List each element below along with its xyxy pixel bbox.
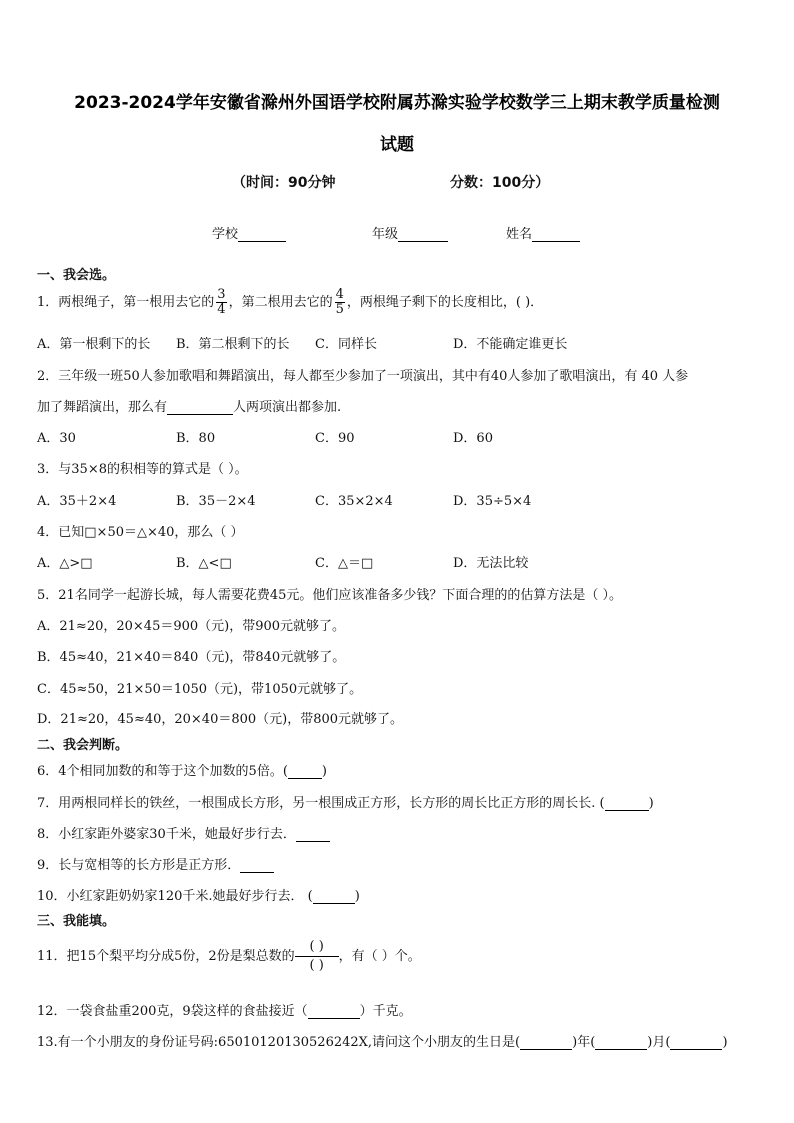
question-10: 10．小红家距奶奶家120千米.她最好步行去． ( ) (37, 889, 360, 904)
question-4: 4．已知□×50＝△×40，那么（ ） (37, 525, 244, 540)
question-9: 9．长与宽相等的长方形是正方形． (37, 854, 274, 873)
question-3: 3．与35×8的积相等的算式是（ ）。 (37, 462, 248, 477)
school-blank[interactable] (238, 227, 286, 242)
grade-label: 年级 (372, 227, 399, 242)
q4-option-b[interactable]: B．△<□ (176, 556, 232, 571)
section-heading-choice: 一、我会选。 (37, 268, 116, 283)
question-1 (37, 288, 543, 317)
question-1-text: 1．两根绳子，第一根用去它的 (37, 295, 215, 310)
q5-option-d[interactable]: D．21≈20，45≈40，20×40＝800（元)，带800元就够了。 (37, 712, 404, 727)
q9-answer-blank[interactable] (240, 859, 274, 873)
q7-answer-blank[interactable] (605, 797, 649, 811)
q5-option-a[interactable]: A．21≈20，20×45＝900（元)，带900元就够了。 (37, 619, 346, 634)
q5-option-b[interactable]: B．45≈40，21×40＝840（元)，带840元就够了。 (37, 650, 346, 665)
question-1-text-mid: ，第二根用去它的 (228, 295, 333, 310)
q8-answer-blank[interactable] (296, 828, 330, 842)
q5-option-c[interactable]: C．45≈50，21×50＝1050（元)，带1050元就够了。 (37, 682, 363, 697)
q1-option-c[interactable]: C．同样长 (315, 337, 377, 352)
q2-option-b[interactable]: B．80 (176, 431, 216, 446)
school-field[interactable] (212, 223, 286, 242)
exam-time: （时间：90分钟 (232, 175, 336, 191)
question-12: 12．一袋食盐重200克，9袋这样的食盐接近（ ）千克。 (37, 1004, 412, 1019)
q2-answer-blank[interactable] (167, 401, 233, 415)
q3-option-d[interactable]: D．35÷5×4 (453, 494, 532, 509)
q3-option-c[interactable]: C．35×2×4 (315, 494, 393, 509)
q4-option-a[interactable]: A．△>□ (37, 556, 93, 571)
question-11: 11．把15个梨平均分成5份，2份是梨总数的 $\frac{( )}{( )}$ ，有（ ）个。 (37, 939, 421, 973)
school-label: 学校 (212, 227, 239, 242)
q4-option-d[interactable]: D．无法比较 (453, 556, 529, 571)
q3-option-a[interactable]: A．35＋2×4 (37, 494, 117, 509)
exam-title: 2023-2024学年安徽省滁州外国语学校附属苏滁实验学校数学三上期末教学质量检测 (74, 93, 720, 113)
q13-year-blank[interactable] (520, 1036, 572, 1050)
q6-answer-blank[interactable] (288, 765, 322, 779)
question-8: 8．小红家距外婆家30千米，她最好步行去． (37, 823, 330, 842)
grade-field[interactable] (372, 223, 448, 242)
name-blank[interactable] (532, 227, 580, 242)
fraction-four-fifths: $\frac{4}{5}$ (335, 287, 344, 317)
q4-option-c[interactable]: C．△＝□ (315, 556, 374, 571)
q2-option-d[interactable]: D．60 (453, 431, 493, 446)
section-heading-fill: 三、我能填。 (37, 914, 116, 929)
question-1-text-end: ，两根绳子剩下的长度相比，( )． (346, 295, 544, 310)
section-heading-judge: 二、我会判断。 (37, 738, 129, 753)
q13-day-blank[interactable] (670, 1036, 722, 1050)
exam-score: 分数：100分） (450, 175, 550, 191)
q13-month-blank[interactable] (595, 1036, 647, 1050)
q1-option-d[interactable]: D．不能确定谁更长 (453, 337, 568, 352)
fraction-three-quarters: $\frac{3}{4}$ (217, 287, 226, 317)
exam-title-continued: 试题 (380, 135, 414, 155)
question-2: 2．三年级一班50人参加歌唱和舞蹈演出，每人都至少参加了一项演出，其中有40人参加了歌唱演出，有 40 人参 (37, 369, 689, 384)
grade-blank[interactable] (398, 227, 448, 242)
question-13: 13.有一个小朋友的身份证号码:65010120130526242X,请问这个小朋友的生日是( )年( )月( ) (37, 1035, 728, 1050)
q10-answer-blank[interactable] (313, 890, 355, 904)
question-7: 7．用两根同样长的铁丝，一根围成长方形，另一根围成正方形，长方形的周长比正方形的周长长. ( ) (37, 796, 654, 811)
question-6: 6．4个相同加数的和等于这个加数的5倍。( ) (37, 764, 327, 779)
question-2-continued: 加了舞蹈演出，那么有 人两项演出都参加. (37, 400, 342, 415)
q3-option-b[interactable]: B．35－2×4 (176, 494, 256, 509)
q1-option-a[interactable]: A．第一根剩下的长 (37, 337, 151, 352)
q11-fraction-blank[interactable]: $\frac{( )}{( )}$ (295, 938, 339, 975)
question-5: 5．21名同学一起游长城，每人需要花费45元。他们应该准备多少钱？下面合理的的估算方法是（ ）。 (37, 588, 622, 603)
name-label: 姓名 (506, 227, 533, 242)
q1-option-b[interactable]: B．第二根剩下的长 (176, 337, 290, 352)
q2-option-a[interactable]: A．30 (37, 431, 76, 446)
q2-option-c[interactable]: C．90 (315, 431, 355, 446)
q12-answer-blank[interactable] (308, 1005, 360, 1019)
name-field[interactable] (506, 223, 580, 242)
